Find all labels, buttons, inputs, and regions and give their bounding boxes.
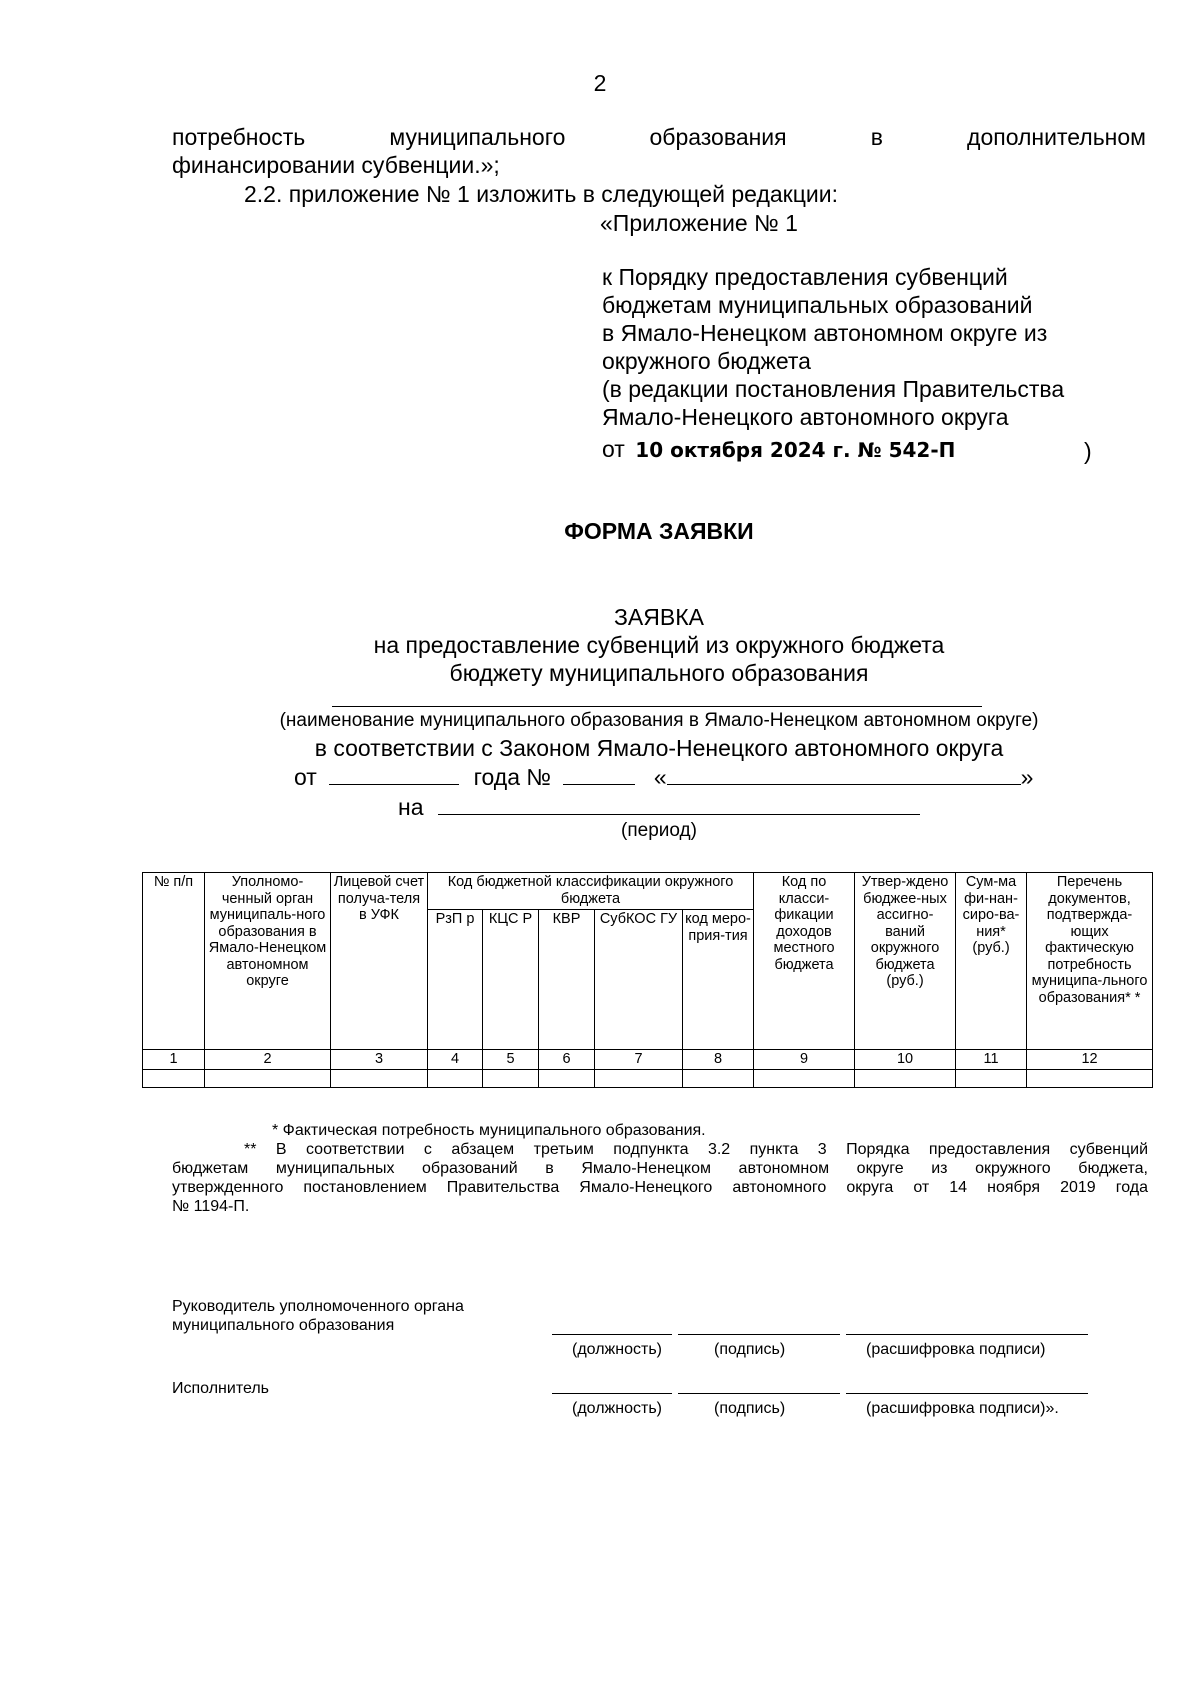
from-label: от (294, 764, 317, 790)
table-header-row (143, 873, 1153, 910)
col-number: 1 (143, 1050, 205, 1070)
header-account: Лицевой счет получа-теля в УФК (331, 873, 428, 1050)
footnote-2-line-4: № 1194-П. (172, 1198, 250, 1215)
appendix-line: (в редакции постановления Правительства (602, 376, 1065, 402)
footnote-2-line-2: бюджетам муниципальных образований в Ямало-Ненецком автономном округе из окружного бюджета, (172, 1160, 1148, 1177)
table-row (143, 1069, 1153, 1087)
request-line-3: в соответствии с Законом Ямало-Ненецкого автономного округа (314, 735, 1004, 761)
executor-decode-caption: (расшифровка подписи)». (866, 1400, 1059, 1417)
col-number: 6 (539, 1050, 595, 1070)
table-cell[interactable] (143, 1069, 205, 1087)
table-cell[interactable] (754, 1069, 855, 1087)
header-income-code: Код по класси-фикации доходов местного бюджета (754, 873, 855, 1050)
municipality-name-line[interactable] (332, 706, 982, 707)
table-cell[interactable] (683, 1069, 754, 1087)
col-number: 4 (428, 1050, 483, 1070)
header-kvr: КВР (539, 910, 595, 1050)
appendix-line: Ямало-Ненецкого автономного округа (602, 404, 1009, 430)
header-approved: Утвер-ждено бюджее-ных ассигно-ваний окружного бюджета (руб.) (855, 873, 956, 1050)
request-table (142, 872, 1153, 1088)
col-number: 5 (483, 1050, 539, 1070)
footnote-2-line-3: утвержденного постановлением Правительства Ямало-Ненецкого автономного округа от 14 ноября 2019 года (172, 1179, 1148, 1196)
period-field[interactable] (438, 794, 920, 815)
intro-word: в (870, 124, 883, 150)
col-number: 9 (754, 1050, 855, 1070)
appendix-line: в Ямало-Ненецком автономном округе из (602, 320, 1048, 346)
table-cell[interactable] (539, 1069, 595, 1087)
executor-signature-line[interactable] (678, 1393, 840, 1394)
appendix-closing-paren: ) (1084, 438, 1092, 464)
quote-open: « (653, 764, 667, 790)
header-sum: Сум-ма фи-нан-сиро-ва-ния* (руб.) (956, 873, 1027, 1050)
year-label: года № (473, 764, 552, 790)
appendix-header-block (602, 264, 1162, 432)
executor-decode-line[interactable] (846, 1393, 1088, 1394)
item-2-2: 2.2. приложение № 1 изложить в следующей редакции: (244, 181, 838, 207)
col-number: 12 (1027, 1050, 1153, 1070)
municipality-name-caption: (наименование муниципального образования в Ямало-Ненецком автономном округе) (279, 710, 1039, 731)
intro-word: муниципального (389, 124, 566, 150)
executor-position-line[interactable] (552, 1393, 672, 1394)
col-number: 2 (205, 1050, 331, 1070)
request-line-2: бюджету муниципального образования (449, 660, 869, 686)
form-title: ФОРМА ЗАЯВКИ (564, 518, 754, 544)
header-authorized-body: Уполномо-ченный орган муниципаль-ного образования в Ямало-Ненецком автономном округе (205, 873, 331, 1050)
appendix-title: «Приложение № 1 (600, 210, 798, 236)
table-cell[interactable] (331, 1069, 428, 1087)
executor-position-caption: (должность) (572, 1400, 662, 1417)
col-number: 8 (683, 1050, 754, 1070)
request-period-row (398, 794, 920, 821)
header-documents: Перечень документов, подтвержда-ющих фактическую потребность муниципа-льного образования* * (1027, 873, 1153, 1050)
from-prefix: от (602, 436, 625, 462)
page-number: 2 (593, 70, 607, 96)
executor-label: Исполнитель (172, 1380, 270, 1397)
header-event-code: код меро-прия-тия (683, 910, 754, 1050)
table-cell[interactable] (483, 1069, 539, 1087)
head-label-2: муниципального образования (172, 1317, 395, 1334)
col-number: 11 (956, 1050, 1027, 1070)
col-number: 10 (855, 1050, 956, 1070)
law-title-field[interactable] (667, 764, 1021, 785)
head-decode-caption: (расшифровка подписи) (866, 1341, 1046, 1358)
header-num: № п/п (143, 873, 205, 1050)
header-rzpr: РзП р (428, 910, 483, 1050)
head-label-1: Руководитель уполномоченного органа (172, 1298, 464, 1315)
table-cell[interactable] (595, 1069, 683, 1087)
table-cell[interactable] (956, 1069, 1027, 1087)
col-number: 7 (595, 1050, 683, 1070)
table-cell[interactable] (428, 1069, 483, 1087)
intro-line-1 (172, 124, 1146, 151)
on-label: на (398, 794, 424, 820)
table-number-row (143, 1050, 1153, 1070)
resolution-date-number: 10 октября 2024 г. № 542-П (635, 438, 956, 462)
appendix-date-line (602, 436, 1102, 463)
request-date-row (294, 764, 1033, 791)
table-cell[interactable] (205, 1069, 331, 1087)
period-caption: (период) (621, 820, 697, 841)
head-position-caption: (должность) (572, 1341, 662, 1358)
intro-word: потребность (172, 124, 306, 150)
head-signature-caption: (подпись) (714, 1341, 786, 1358)
intro-word: дополнительном (967, 124, 1146, 150)
quote-close: » (1020, 764, 1034, 790)
request-title: ЗАЯВКА (614, 604, 704, 630)
appendix-line: к Порядку предоставления субвенций (602, 264, 1008, 290)
col-number: 3 (331, 1050, 428, 1070)
head-signature-line[interactable] (678, 1334, 840, 1335)
table-cell[interactable] (855, 1069, 956, 1087)
request-line-1: на предоставление субвенций из окружного бюджета (373, 632, 945, 658)
appendix-line: бюджетам муниципальных образований (602, 292, 1033, 318)
footnote-1: * Фактическая потребность муниципального образования. (272, 1122, 706, 1139)
law-number-field[interactable] (563, 764, 635, 785)
table-cell[interactable] (1027, 1069, 1153, 1087)
header-kcsr: КЦС Р (483, 910, 539, 1050)
intro-line-2: финансировании субвенции.»; (172, 152, 500, 178)
date-field[interactable] (329, 764, 459, 785)
head-position-line[interactable] (552, 1334, 672, 1335)
header-code-group: Код бюджетной классификации окружного бюджета (428, 873, 754, 910)
appendix-line: окружного бюджета (602, 348, 811, 374)
head-decode-line[interactable] (846, 1334, 1088, 1335)
executor-signature-caption: (подпись) (714, 1400, 786, 1417)
header-subkosgu: СубКОС ГУ (595, 910, 683, 1050)
intro-word: образования (649, 124, 787, 150)
footnote-2-line-1: ** В соответствии с абзацем третьим подпункта 3.2 пункта 3 Порядка предоставления субвенций (244, 1141, 1148, 1158)
